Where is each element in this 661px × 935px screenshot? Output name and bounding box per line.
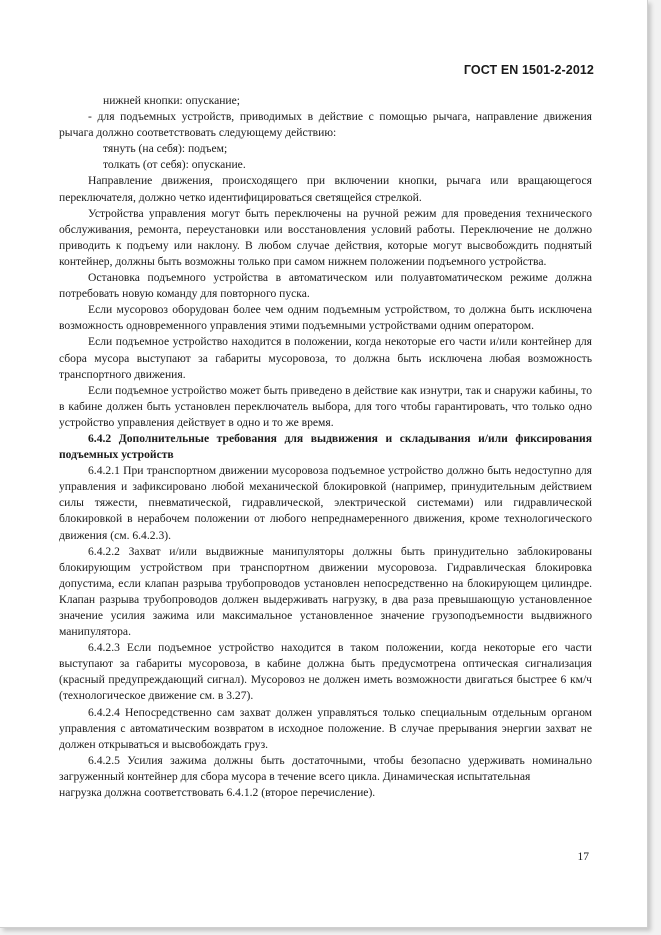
paragraph: нижней кнопки: опускание;: [103, 94, 240, 107]
paragraph: 6.4.2.1 При транспортном движении мусоровоза подъемное устройство должно быть недоступно для управления и зафиксировано любой механической блокировкой (например, принудительным действием силы тяжести, пневматической, гидравлической, электрической системами) или гидравлической блокировкой в нерабочем положении от любого непреднамеренного движения, кроме технологического движения (см. 6.4.2.3).: [59, 464, 592, 542]
page-number: 17: [577, 851, 589, 863]
paragraph: Если подъемное устройство находится в положении, когда некоторые его части и/или контейнер для сбора мусора выступают за габариты мусоровоза, то должна быть исключена любая возможность транспортного движения.: [59, 335, 592, 381]
paragraph: Если мусоровоз оборудован более чем одним подъемным устройством, то должна быть исключена возможность одновременного управления этими подъемными устройствами одним оператором.: [59, 303, 592, 333]
paragraph: толкать (от себя): опускание.: [103, 158, 246, 172]
paragraph: 6.4.2.2 Захват и/или выдвижные манипуляторы должны быть принудительно заблокированы блокирующим устройством при транспортном движении мусоровоза. Гидравлическая блокировка допустима, если клапан разрыва трубопроводов установлен непосредственно на блокирующем цилиндре. Клапан разрыва трубопроводов должен выдерживать нагрузку, в два раза превышающую установленное значение усилия зажима или максимальное установленное значение грузоподъемности выдвижного манипулятора.: [59, 544, 592, 639]
paragraph: 6.4.2.5 Усилия зажима должны быть достаточными, чтобы безопасно удерживать номинально загруженный контейнер для сбора мусора в течение всего цикла. Динамическая испытательная: [59, 753, 592, 783]
paragraph: тянуть (на себя): подъем;: [103, 142, 228, 156]
section-heading: 6.4.2 Дополнительные требования для выдвижения и складывания и/или фиксирования подъемных устройств: [59, 431, 592, 462]
paragraph: 6.4.2.4 Непосредственно сам захват должен управляться только специальным отдельным органом управления с автоматическим возвратом в исходное положение. В случае прерывания энергии захват не должен открываться и высвобождать груз.: [59, 705, 592, 751]
paragraph: - для подъемных устройств, приводимых в действие с помощью рычага, направление движения рычага должно соответствовать следующему действию:: [59, 110, 592, 140]
paragraph: 6.4.2.3 Если подъемное устройство находится в таком положении, когда некоторые его части выступают за габариты мусоровоза, в кабине должна быть предусмотрена оптическая сигнализация (красный предупреждающий сигнал). Мусоровоз не должен иметь возможности двигаться быстрее 6 км/ч (технологическое движение см. в 3.27).: [59, 641, 592, 703]
paragraph: Устройства управления могут быть переключены на ручной режим для проведения технического обслуживания, ремонта, переустановки или восстановления условий работы. Переключение не должно приводить к подъему или наклону. В любом случае действия, которые могут высвобождить поднятый контейнер, должны быть возможны только при самом нижнем положении подъемного устройства.: [59, 206, 592, 268]
document-body: [59, 93, 592, 801]
paragraph: нагрузка должна соответствовать 6.4.1.2 (второе перечисление).: [59, 786, 376, 800]
paragraph: Остановка подъемного устройства в автоматическом или полуавтоматическом режиме должна потребовать новую команду для повторного пуска.: [59, 271, 592, 301]
paragraph: Если подъемное устройство может быть приведено в действие как изнутри, так и снаружи кабины, то в кабине должен быть установлен переключатель выбора, для того чтобы гарантировать, что только одно устройство управления действует в одно и то же время.: [59, 383, 592, 429]
page-header-standard-id: ГОСТ EN 1501-2-2012: [463, 63, 594, 77]
paragraph: Направление движения, происходящего при включении кнопки, рычага или вращающегося переключателя, должно четко идентифицироваться светящейся стрелкой.: [59, 174, 592, 204]
